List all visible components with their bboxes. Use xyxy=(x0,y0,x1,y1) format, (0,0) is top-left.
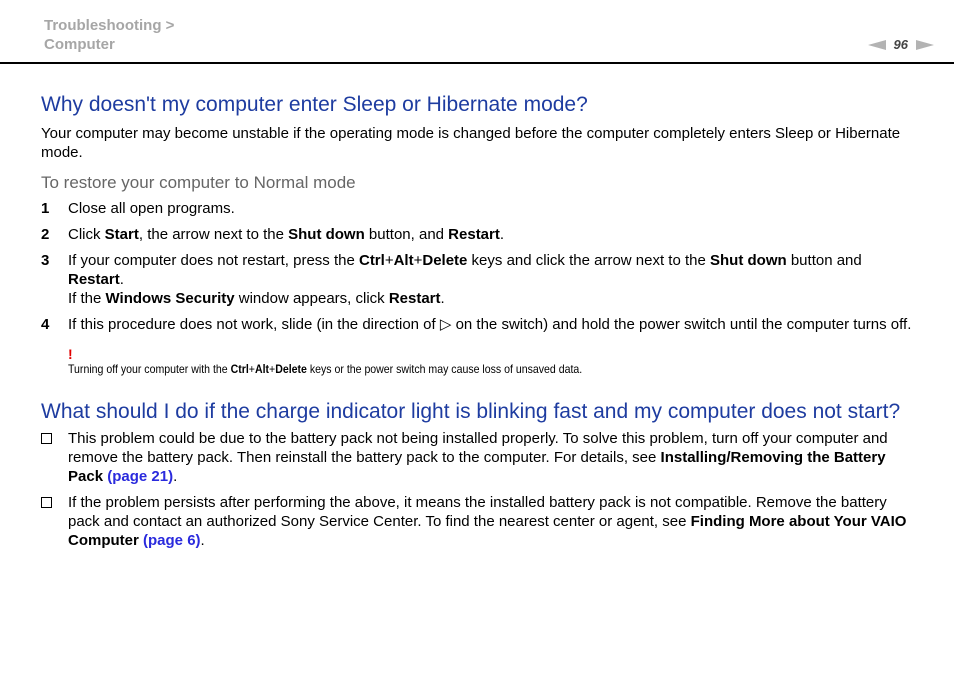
breadcrumb xyxy=(44,16,174,54)
section-intro: Your computer may become unstable if the operating mode is changed before the computer completely enters Sleep or Hibernate mode. xyxy=(41,125,901,161)
checkbox-bullet-icon xyxy=(41,429,68,486)
section-title-sleep-hibernate: Why doesn't my computer enter Sleep or Hibernate mode? xyxy=(41,93,588,116)
next-page-arrow-icon[interactable] xyxy=(916,40,934,50)
page-header xyxy=(0,0,954,64)
page-content xyxy=(41,92,921,557)
warning-text: Turning off your computer with the Ctrl+Alt+Delete keys or the power switch may cause loss of unsaved data. xyxy=(68,362,583,376)
slide-direction-icon: ▷ xyxy=(439,316,452,333)
step-text: Close all open programs. xyxy=(68,200,235,217)
step-number: 1 xyxy=(41,200,50,217)
pager xyxy=(868,37,934,52)
list-item xyxy=(41,429,921,486)
step-text: If your computer does not restart, press the Ctrl+Alt+Delete keys and click the arrow next to the Shut down button and Restart. If the Windows Security window appears, click Restart. xyxy=(68,252,862,307)
step-item xyxy=(41,199,921,218)
step-item xyxy=(41,251,921,308)
warning-icon: ! xyxy=(68,346,73,362)
procedure-subheading: To restore your computer to Normal mode xyxy=(41,173,356,192)
step-number: 3 xyxy=(41,252,50,269)
step-item xyxy=(41,315,921,334)
warning-note xyxy=(68,348,921,377)
step-number: 4 xyxy=(41,316,50,333)
list-item xyxy=(41,493,921,550)
page-number: 96 xyxy=(893,37,908,52)
step-item xyxy=(41,225,921,244)
list-item-text: If the problem persists after performing the above, it means the installed battery pack is not compatible. Remove the battery pack and contact an authorized Sony Service Center. To find the nearest center or agent, see Finding More about Your VAIO Computer (page 6). xyxy=(68,494,907,549)
step-number: 2 xyxy=(41,226,50,243)
breadcrumb-page[interactable]: Computer xyxy=(44,36,115,53)
page-link[interactable]: (page 6) xyxy=(143,532,201,549)
step-text: Click Start, the arrow next to the Shut down button, and Restart. xyxy=(68,226,505,243)
checkbox-bullet-icon xyxy=(41,493,68,550)
breadcrumb-section[interactable]: Troubleshooting > xyxy=(44,17,175,34)
section-title-charge-indicator: What should I do if the charge indicator light is blinking fast and my computer does not start? xyxy=(41,400,901,423)
list-item-text: This problem could be due to the battery pack not being installed properly. To solve this problem, turn off your computer and remove the battery pack. Then reinstall the battery pack to the computer. For details, see Installing/Removing the Battery Pack (page 21). xyxy=(68,430,888,485)
page-link[interactable]: (page 21) xyxy=(107,468,174,485)
step-text: If this procedure does not work, slide (in the direction of ▷ on the switch) and hold the power switch until the computer turns off. xyxy=(68,316,912,333)
previous-page-arrow-icon[interactable] xyxy=(868,40,886,50)
